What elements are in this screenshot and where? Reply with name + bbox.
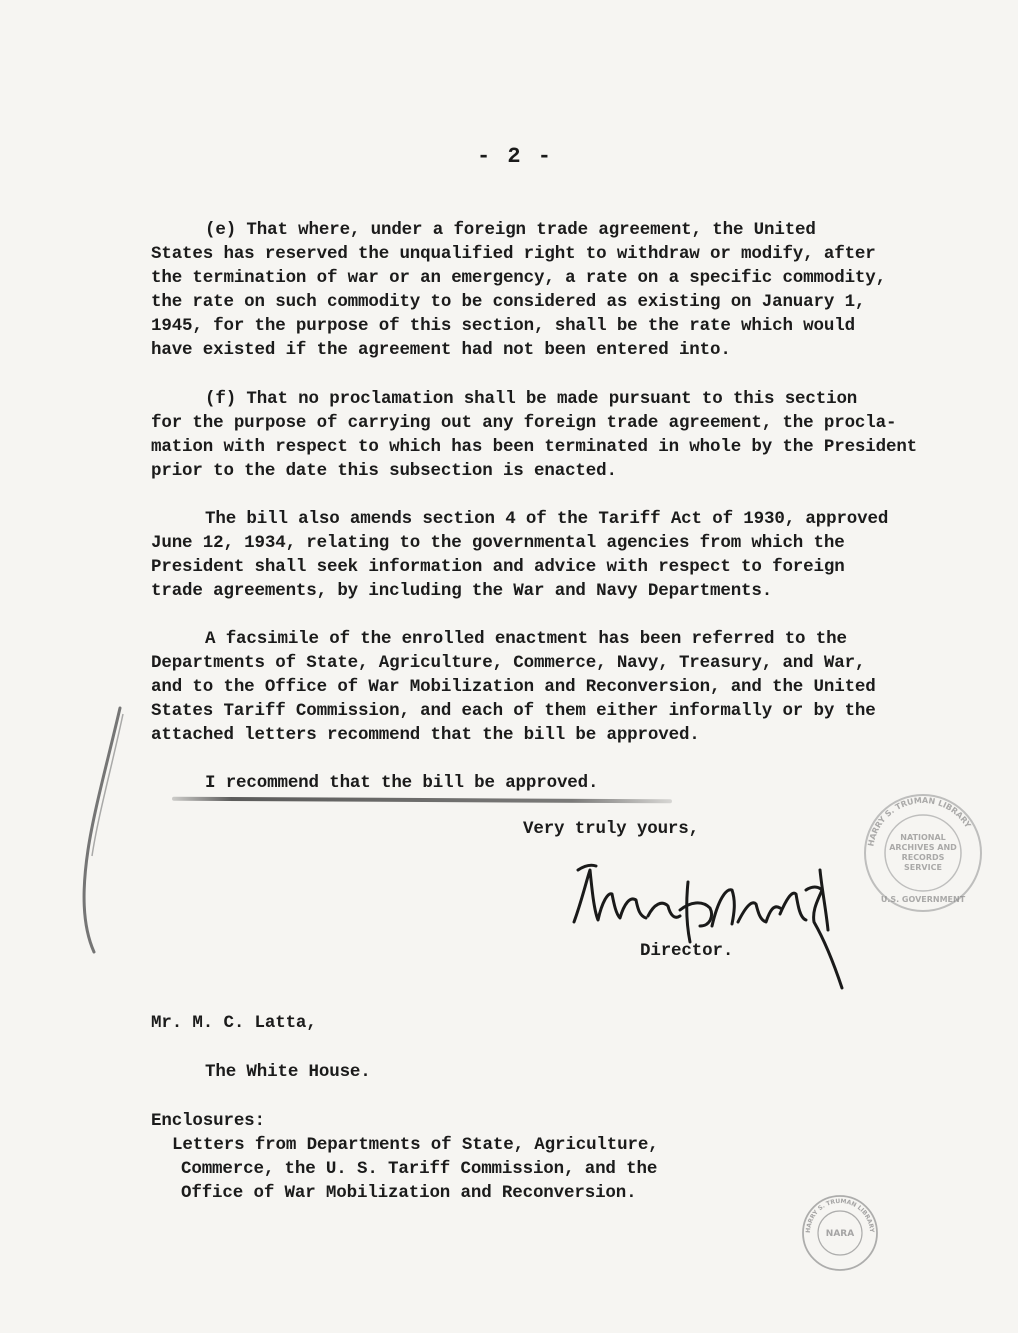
paragraph-e-line: States has reserved the unqualified right to withdraw or modify, after bbox=[151, 244, 876, 264]
page-number: - 2 - bbox=[477, 144, 554, 169]
paragraph-f-line: (f) That no proclamation shall be made pursuant to this section bbox=[205, 389, 858, 409]
paragraph-bill-line: June 12, 1934, relating to the governmental agencies from which the bbox=[151, 533, 845, 553]
pencil-margin-mark bbox=[60, 700, 140, 960]
enclosure-line: Office of War Mobilization and Reconversion. bbox=[181, 1183, 637, 1203]
paragraph-e-line: the rate on such commodity to be considered as existing on January 1, bbox=[151, 292, 866, 312]
paragraph-bill-line: The bill also amends section 4 of the Tariff Act of 1930, approved bbox=[205, 509, 889, 529]
svg-text:HARRY S. TRUMAN LIBRARY: HARRY S. TRUMAN LIBRARY bbox=[804, 1197, 876, 1234]
enclosure-line: Letters from Departments of State, Agriculture, bbox=[172, 1135, 659, 1155]
svg-text:ARCHIVES AND: ARCHIVES AND bbox=[889, 843, 957, 852]
svg-text:RECORDS: RECORDS bbox=[901, 853, 945, 862]
paragraph-e-line: have existed if the agreement had not been entered into. bbox=[151, 340, 731, 360]
svg-text:SERVICE: SERVICE bbox=[904, 863, 942, 872]
recommendation-line: I recommend that the bill be approved. bbox=[205, 773, 599, 793]
svg-text:HARRY S. TRUMAN LIBRARY: HARRY S. TRUMAN LIBRARY bbox=[866, 795, 973, 848]
svg-text:NARA: NARA bbox=[825, 1229, 855, 1239]
paragraph-f-line: mation with respect to which has been terminated in whole by the President bbox=[151, 437, 918, 457]
paragraph-f-line: prior to the date this subsection is enacted. bbox=[151, 461, 617, 481]
paragraph-facsimile-line: attached letters recommend that the bill be approved. bbox=[151, 725, 700, 745]
closing-salutation: Very truly yours, bbox=[523, 819, 699, 839]
pencil-underline bbox=[172, 797, 672, 804]
enclosure-line: Commerce, the U. S. Tariff Commission, and the bbox=[181, 1159, 658, 1179]
paragraph-e-line: (e) That where, under a foreign trade agreement, the United bbox=[205, 220, 816, 240]
paragraph-e-line: the termination of war or an emergency, a rate on a specific commodity, bbox=[151, 268, 886, 288]
paragraph-e-line: 1945, for the purpose of this section, shall be the rate which would bbox=[151, 316, 855, 336]
addressee-organization: The White House. bbox=[205, 1062, 371, 1082]
svg-text:U.S. GOVERNMENT: U.S. GOVERNMENT bbox=[880, 895, 966, 904]
signature bbox=[560, 830, 880, 1000]
enclosures-heading: Enclosures: bbox=[151, 1111, 265, 1131]
signer-title: Director. bbox=[640, 941, 734, 961]
paragraph-facsimile-line: States Tariff Commission, and each of them either informally or by the bbox=[151, 701, 876, 721]
paragraph-facsimile-line: Departments of State, Agriculture, Commerce, Navy, Treasury, and War, bbox=[151, 653, 866, 673]
nara-stamp bbox=[800, 1193, 880, 1273]
addressee-name: Mr. M. C. Latta, bbox=[151, 1013, 317, 1033]
paragraph-bill-line: trade agreements, by including the War and Navy Departments. bbox=[151, 581, 773, 601]
paragraph-facsimile-line: and to the Office of War Mobilization and Reconversion, and the United bbox=[151, 677, 876, 697]
paragraph-facsimile-line: A facsimile of the enrolled enactment has been referred to the bbox=[205, 629, 847, 649]
paragraph-bill-line: President shall seek information and advice with respect to foreign bbox=[151, 557, 845, 577]
svg-text:NATIONAL: NATIONAL bbox=[900, 833, 946, 842]
paragraph-f-line: for the purpose of carrying out any foreign trade agreement, the procla- bbox=[151, 413, 897, 433]
archives-stamp bbox=[858, 788, 988, 918]
